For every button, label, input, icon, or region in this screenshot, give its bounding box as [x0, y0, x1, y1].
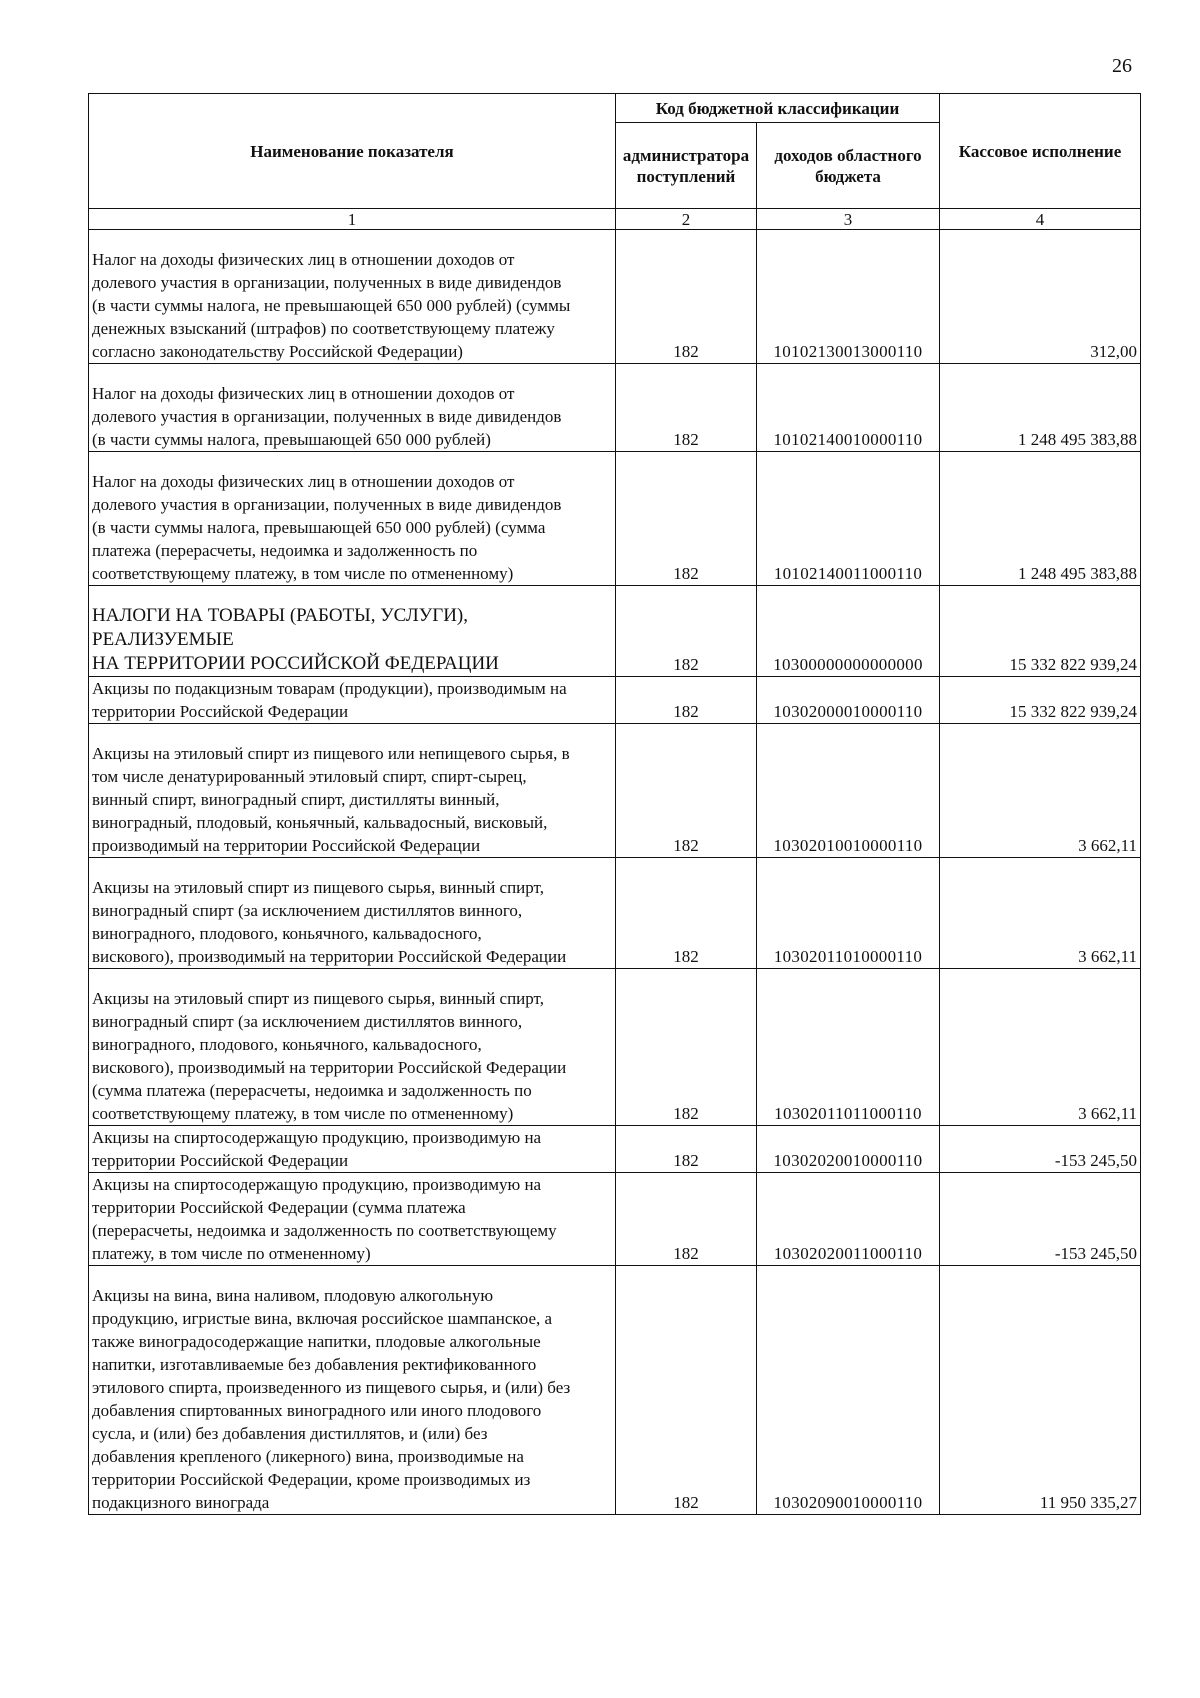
income-code: 10302000010000110 — [757, 677, 940, 724]
indicator-name: Акцизы на этиловый спирт из пищевого сырья, винный спирт, виноградный спирт (за исключением дистиллятов винного, виноградного, плодового, коньячного, кальвадосного, вискового), производимый на территории Российской Федерации (сумма платежа (перерасчеты, недоимка и задолженность по соответствующему платежу, в том числе по отмененному) — [89, 969, 616, 1126]
column-number: 2 — [616, 209, 757, 230]
table-row — [89, 452, 1141, 586]
header-admin-code: администратора поступлений — [616, 123, 757, 209]
admin-code: 182 — [616, 230, 757, 364]
header-income-code: доходов областного бюджета — [757, 123, 940, 209]
admin-code: 182 — [616, 364, 757, 452]
header-indicator-name: Наименование показателя — [89, 94, 616, 209]
page-number: 26 — [1112, 55, 1132, 77]
column-number: 4 — [940, 209, 1141, 230]
table-row — [89, 1173, 1141, 1266]
admin-code: 182 — [616, 858, 757, 969]
header-budget-code-group: Код бюджетной классификации — [616, 94, 940, 123]
budget-table — [88, 93, 1141, 1515]
cash-execution-amount: -153 245,50 — [940, 1173, 1141, 1266]
cash-execution-amount: 312,00 — [940, 230, 1141, 364]
cash-execution-amount: -153 245,50 — [940, 1126, 1141, 1173]
income-code: 10102140010000110 — [757, 364, 940, 452]
indicator-name: Налог на доходы физических лиц в отношении доходов от долевого участия в организации, полученных в виде дивидендов (в части суммы налога, превышающей 650 000 рублей) — [89, 364, 616, 452]
income-code: 10302020011000110 — [757, 1173, 940, 1266]
cash-execution-amount: 3 662,11 — [940, 969, 1141, 1126]
income-code: 10302090010000110 — [757, 1266, 940, 1515]
cash-execution-amount: 1 248 495 383,88 — [940, 452, 1141, 586]
table-row — [89, 230, 1141, 364]
income-code: 10102130013000110 — [757, 230, 940, 364]
table-row — [89, 1266, 1141, 1515]
admin-code: 182 — [616, 677, 757, 724]
table-row — [89, 724, 1141, 858]
table-row — [89, 1126, 1141, 1173]
indicator-name: Налог на доходы физических лиц в отношении доходов от долевого участия в организации, полученных в виде дивидендов (в части суммы налога, превышающей 650 000 рублей) (сумма платежа (перерасчеты, недоимка и задолженность по соответствующему платежу, в том числе по отмененному) — [89, 452, 616, 586]
admin-code: 182 — [616, 1173, 757, 1266]
indicator-name: Акцизы на этиловый спирт из пищевого сырья, винный спирт, виноградный спирт (за исключением дистиллятов винного, виноградного, плодового, коньячного, кальвадосного, вискового), производимый на территории Российской Федерации — [89, 858, 616, 969]
cash-execution-amount: 11 950 335,27 — [940, 1266, 1141, 1515]
income-code: 10302010010000110 — [757, 724, 940, 858]
income-code: 10302020010000110 — [757, 1126, 940, 1173]
admin-code: 182 — [616, 586, 757, 677]
income-code: 10102140011000110 — [757, 452, 940, 586]
table-row — [89, 858, 1141, 969]
column-number: 1 — [89, 209, 616, 230]
income-code: 10302011010000110 — [757, 858, 940, 969]
indicator-name: Акцизы на спиртосодержащую продукцию, производимую на территории Российской Федерации — [89, 1126, 616, 1173]
table-row — [89, 364, 1141, 452]
cash-execution-amount: 15 332 822 939,24 — [940, 586, 1141, 677]
indicator-name: Акцизы на этиловый спирт из пищевого или непищевого сырья, в том числе денатурированный этиловый спирт, спирт-сырец, винный спирт, виноградный спирт, дистилляты винный, виноградный, плодовый, коньячный, кальвадосный, висковый, производимый на территории Российской Федерации — [89, 724, 616, 858]
admin-code: 182 — [616, 1266, 757, 1515]
column-number: 3 — [757, 209, 940, 230]
admin-code: 182 — [616, 1126, 757, 1173]
indicator-name: Акцизы по подакцизным товарам (продукции), производимым на территории Российской Федерации — [89, 677, 616, 724]
table-row — [89, 677, 1141, 724]
header-cash-execution: Кассовое исполнение — [940, 94, 1141, 209]
indicator-name: НАЛОГИ НА ТОВАРЫ (РАБОТЫ, УСЛУГИ), РЕАЛИЗУЕМЫЕ НА ТЕРРИТОРИИ РОССИЙСКОЙ ФЕДЕРАЦИИ — [89, 586, 616, 677]
cash-execution-amount: 15 332 822 939,24 — [940, 677, 1141, 724]
indicator-name: Налог на доходы физических лиц в отношении доходов от долевого участия в организации, полученных в виде дивидендов (в части суммы налога, не превышающей 650 000 рублей) (суммы денежных взысканий (штрафов) по соответствующему платежу согласно законодательству Российской Федерации) — [89, 230, 616, 364]
table-row — [89, 969, 1141, 1126]
income-code: 10302011011000110 — [757, 969, 940, 1126]
admin-code: 182 — [616, 452, 757, 586]
cash-execution-amount: 3 662,11 — [940, 724, 1141, 858]
cash-execution-amount: 3 662,11 — [940, 858, 1141, 969]
cash-execution-amount: 1 248 495 383,88 — [940, 364, 1141, 452]
indicator-name: Акцизы на вина, вина наливом, плодовую алкогольную продукцию, игристые вина, включая российское шампанское, а также виноградосодержащие напитки, плодовые алкогольные напитки, изготавливаемые без добавления ректификованного этилового спирта, произведенного из пищевого сырья, и (или) без добавления спиртованных виноградного или иного плодового сусла, и (или) без добавления дистиллятов, и (или) без добавления крепленого (ликерного) вина, производимые на территории Российской Федерации, кроме производимых из подакцизного винограда — [89, 1266, 616, 1515]
indicator-name: Акцизы на спиртосодержащую продукцию, производимую на территории Российской Федерации (сумма платежа (перерасчеты, недоимка и задолженность по соответствующему платежу, в том числе по отмененному) — [89, 1173, 616, 1266]
admin-code: 182 — [616, 969, 757, 1126]
table-row — [89, 586, 1141, 677]
admin-code: 182 — [616, 724, 757, 858]
income-code: 10300000000000000 — [757, 586, 940, 677]
